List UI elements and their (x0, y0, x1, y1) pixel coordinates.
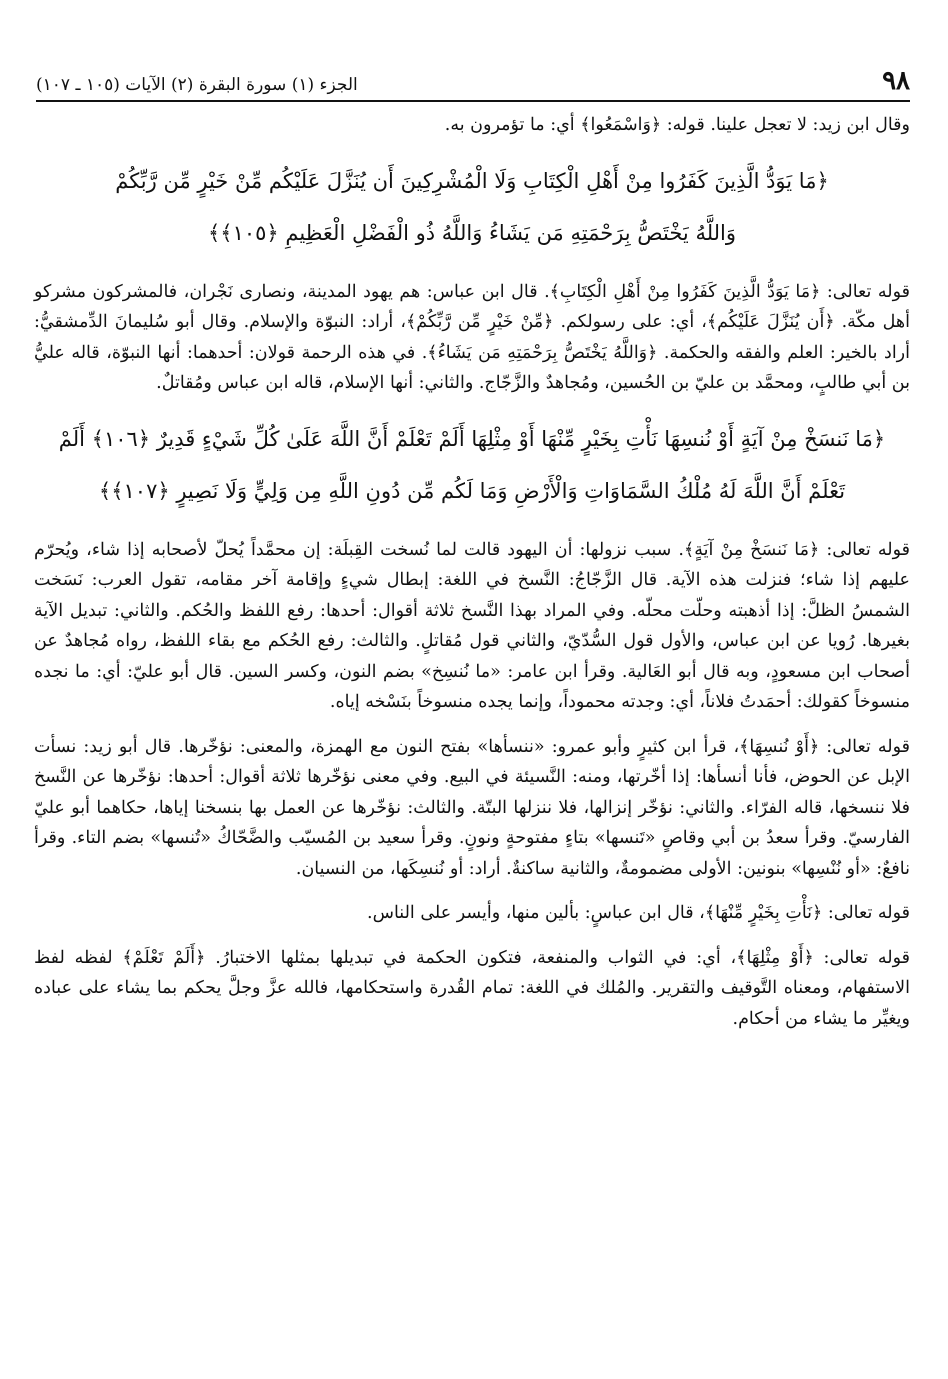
verse-105-line-1: ﴿مَا يَوَدُّ الَّذِينَ كَفَرُوا مِنْ أَهْلِ الْكِتَابِ وَلَا الْمُشْرِكِينَ أَن يُنَزَّلَ عَلَيْكُم مِّنْ خَيْرٍ مِّن رَّبِّكُمْ (115, 168, 829, 193)
verse-107-line-2: تَعْلَمْ أَنَّ اللَّهَ لَهُ مُلْكُ السَّمَاوَاتِ وَالْأَرْضِ وَمَا لَكُم مِّن دُونِ اللَّهِ مِن وَلِيٍّ وَلَا نَصِيرٍ ﴿١٠٧﴾﴾ (98, 478, 846, 503)
commentary-paragraph-1: قوله تعالى: ﴿مَا يَوَدُّ الَّذِينَ كَفَرُوا مِنْ أَهْلِ الْكِتَابِ﴾. قال ابن عباس: هم يهود المدينة، ونصارى نَجْران، فالمشركون مشركو أهل مكّة. ﴿أَن يُنَزَّلَ عَلَيْكُم﴾، أي: على رسولكم. ﴿مِّنْ خَيْرٍ مِّن رَّبِّكُمْ﴾، أراد: النبوّة والإسلام. وقال أبو سُليمانَ الدِّمشقيُّ: أراد بالخير: العلم والفقه والحكمة. ﴿وَاللَّهُ يَخْتَصُّ بِرَحْمَتِهِ مَن يَشَاءُ﴾. في هذه الرحمة قولان: أحدهما: أنها النبوّة، قاله عليُّ بن أبي طالبٍ، ومحمَّد بن عليّ بن الحُسين، ومُجاهدٌ والزَّجّاج. والثاني: أنها الإسلام، قاله ابن عباس ومُقاتلٌ. (34, 281, 910, 393)
running-title: الجزء (١) سورة البقرة (٢) الآيات (١٠٥ ـ ١٠٧) (36, 75, 358, 95)
commentary-paragraph-2: قوله تعالى: ﴿مَا نَنسَخْ مِنْ آيَةٍ﴾. سبب نزولها: أن اليهود قالت لما نُسخت القِبلَة: إن محمَّداً يُحلّ لأصحابه إذا شاء، ويُحرّم عليهم إذا شاء؛ فنزلت هذه الآية. قال الزَّجّاجُ: النَّسخ في اللغة: إبطال شيءٍ وإقامة آخر مقامه، تقول العرب: نَسَخت الشمسُ الظلَّ: إذا أذهبته وحلّت محلّه. وفي المراد بهذا النَّسخ ثلاثة أقوال: أحدها: رفع اللفظ والحُكم. والثاني: تبديل الآية بغيرها. رُويا عن ابن عباس، والأول قول السُّدّيّ، والثاني قول مُقاتلٍ. والثالث: رفع الحُكم مع بقاء اللفظ، رواه مُجاهدٌ عن أصحاب ابن مسعودٍ، وبه قال أبو العَالية. وقرأ ابن عامر: «ما نُنسِخ» بضم النون، وكسر السين. قال أبو عليّ: أي: ما نجده منسوخاً كقولك: أحمَدتُ فلاناً، أي: وجدته محموداً، وإنما يجده منسوخاً بنَسْخه إياه. (34, 539, 910, 712)
intro-paragraph: وقال ابن زيد: لا تعجل علينا. قوله: ﴿وَاسْمَعُوا﴾ أي: ما تؤمرون به. (444, 115, 910, 135)
page-header (36, 38, 910, 102)
page-content (34, 110, 910, 1048)
commentary-paragraph-5: قوله تعالى: ﴿أَوْ مِثْلِهَا﴾، أي: في الثواب والمنفعة، فتكون الحكمة في تبديلها بمثلها الاختبارُ. ﴿أَلَمْ تَعْلَمْ﴾ لفظه لفظ الاستفهام، ومعناه التَّوقيف والتقرير. والمُلك في اللغة: تمام القُدرة واستحكامها، فالله عزَّ وجلَّ يحكم بما يشاء على عباده ويغيِّر ما يشاء من أحكام. (34, 947, 910, 1029)
verse-106-line-1: ﴿مَا نَنسَخْ مِنْ آيَةٍ أَوْ نُنسِهَا نَأْتِ بِخَيْرٍ مِّنْهَا أَوْ مِثْلِهَا أَلَمْ تَعْلَمْ أَنَّ اللَّهَ عَلَىٰ كُلِّ شَيْءٍ قَدِيرٌ ﴿١٠٦﴾ أَلَمْ (58, 426, 886, 451)
verse-block-105 (34, 155, 910, 259)
verse-105-line-2: وَاللَّهُ يَخْتَصُّ بِرَحْمَتِهِ مَن يَشَاءُ وَاللَّهُ ذُو الْفَضْلِ الْعَظِيمِ ﴿١٠٥﴾﴾ (207, 220, 737, 245)
commentary-paragraph-3: قوله تعالى: ﴿أَوْ نُنسِهَا﴾، قرأ ابن كثيرٍ وأبو عمرو: «ننسأها» بفتح النون مع الهمزة، والمعنى: نؤخّرها. قال أبو زيد: نسأت الإبل عن الحوض، فأنا أنسأها: إذا أخّرتها، ومنه: النَّسيئة في البيع. وفي معنى نؤخّرها ثلاثة أقوال: أحدها: نؤخّرها عن النَّسخ فلا ننسخها، قاله الفرّاء. والثاني: نؤخّر إنزالها، فلا ننزلها البتّة. والثالث: نؤخّرها عن العمل بها بنسخنا إياها، حكاهما أبو عليّ الفارسيّ. وقرأ سعدُ بن أبي وقاصٍ «تَنسها» بتاءٍ مفتوحةٍ ونونٍ. وقرأ سعيد بن المُسيّب والضَّحّاكُ «تُنسها» بضم التاء. وقرأ نافعٌ: «أو نُنْسِها» بنونين: الأولى مضمومةٌ، والثانية ساكنةٌ. أراد: أو نُنسِكَها، من النسيان. (34, 736, 910, 879)
commentary-paragraph-4: قوله تعالى: ﴿نَأْتِ بِخَيْرٍ مِّنْهَا﴾، قال ابن عباسٍ: بألين منها، وأيسر على الناس. (367, 903, 910, 923)
page-number: ٩٨ (882, 66, 910, 96)
verse-block-106-107 (34, 413, 910, 517)
